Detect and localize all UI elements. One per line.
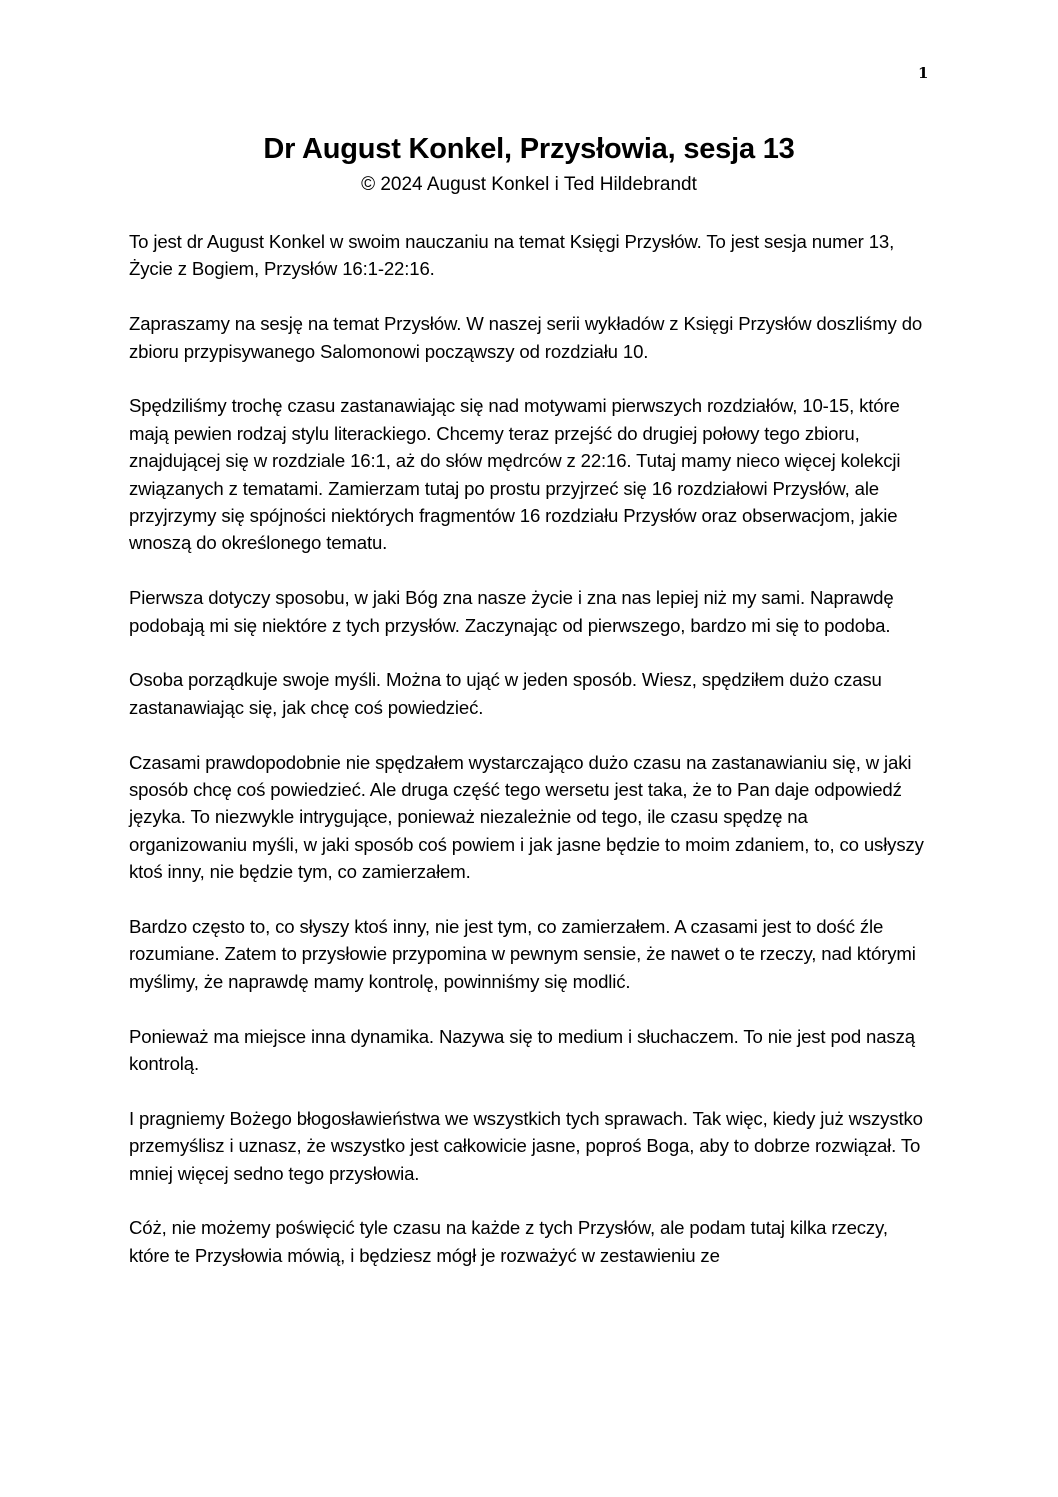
paragraph: Ponieważ ma miejsce inna dynamika. Nazywa się to medium i słuchaczem. To nie jest pod naszą kontrolą. [129, 1025, 915, 1075]
paragraph: Pierwsza dotyczy sposobu, w jaki Bóg zna nasze życie i zna nas lepiej niż my sami. Naprawdę podobają mi się niektóre z tych przysłów. Zaczynając od pierwszego, bardzo mi się to podoba. [129, 587, 894, 636]
paragraph: Bardzo często to, co słyszy ktoś inny, nie jest tym, co zamierzałem. A czasami jest to dość źle rozumiane. Zatem to przysłowie przypomina w pewnym sensie, że nawet o te rzeczy, nad którymi myślimy, że naprawdę mamy kontrolę, powinniśmy się modlić. [129, 916, 916, 992]
paragraph: Osoba porządkuje swoje myśli. Można to ująć w jeden sposób. Wiesz, spędziłem dużo czasu zastanawiając się, jak chcę coś powiedzieć. [129, 669, 882, 718]
paragraph: I pragniemy Bożego błogosławieństwa we wszystkich tych sprawach. Tak więc, kiedy już wszystko przemyślisz i uznasz, że wszystko jest całkowicie jasne, poproś Boga, aby to dobrze rozwiązał. To mniej więcej sedno tego przysłowia. [129, 1107, 923, 1184]
page-number: 1 [918, 64, 929, 82]
document-body [129, 228, 929, 1297]
paragraph: Zapraszamy na sesję na temat Przysłów. W naszej serii wykładów z Księgi Przysłów doszliśmy do zbioru przypisywanego Salomonowi począwszy od rozdziału 10. [129, 313, 923, 362]
paragraph: To jest dr August Konkel w swoim nauczaniu na temat Księgi Przysłów. To jest sesja numer 13, Życie z Bogiem, Przysłów 16:1-22:16. [129, 231, 895, 280]
paragraph: Czasami prawdopodobnie nie spędzałem wystarczająco dużo czasu na zastanawianiu się, w jaki sposób chcę coś powiedzieć. Ale druga część tego wersetu jest taka, że to Pan daje odpowiedź języka. To niezwykle intrygujące, ponieważ niezależnie od tego, ile czasu spędzę na organizowaniu myśli, w jaki sposób coś powiem i jak jasne będzie to moim zdaniem, to, co usłyszy ktoś inny, nie będzie tym, co zamierzałem. [129, 751, 924, 883]
paragraph: Cóż, nie możemy poświęcić tyle czasu na każde z tych Przysłów, ale podam tutaj kilka rzeczy, które te Przysłowia mówią, i będziesz mógł je rozważyć w zestawieniu ze [129, 1217, 888, 1266]
paragraph: Spędziliśmy trochę czasu zastanawiając się nad motywami pierwszych rozdziałów, 10-15, które mają pewien rodzaj stylu literackiego. Chcemy teraz przejść do drugiej połowy tego zbioru, znajdującej się w rozdziale 16:1, aż do słów mędrców z 22:16. Tutaj mamy nieco więcej kolekcji związanych z tematami. Zamierzam tutaj po prostu przyjrzeć się 16 rozdziałowi Przysłów, ale przyjrzymy się spójności niektórych fragmentów 16 rozdziału Przysłów oraz obserwacjom, jakie wnoszą do określonego tematu. [129, 395, 901, 554]
copyright-line: © 2024 August Konkel i Ted Hildebrandt [361, 174, 697, 195]
document-title: Dr August Konkel, Przysłowia, sesja 13 [263, 133, 795, 165]
